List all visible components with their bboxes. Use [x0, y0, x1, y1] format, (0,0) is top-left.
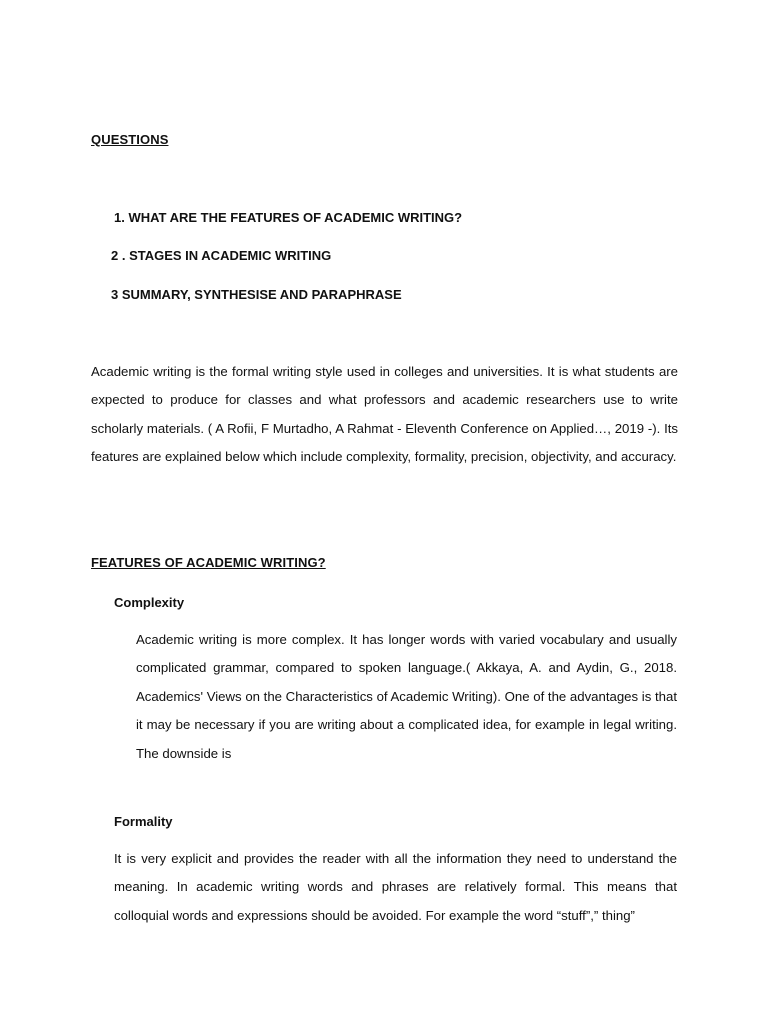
- complexity-paragraph: Academic writing is more complex. It has longer words with varied vocabulary and usually complicated grammar, compared to spoken language.( Akkaya, A. and Aydin, G., 2018. Academics' Views on the Characteristics of Academic Writing). One of the advantages is that it may be necessary if you are writing about a complicated idea, for example in legal writing. The downside is: [136, 632, 677, 761]
- question-item-2: 2 . STAGES IN ACADEMIC WRITING: [111, 248, 332, 263]
- question-item-3: 3 SUMMARY, SYNTHESISE AND PARAPHRASE: [111, 287, 402, 302]
- complexity-subheading: Complexity: [114, 595, 185, 610]
- intro-paragraph: Academic writing is the formal writing style used in colleges and universities. It is what students are expected to produce for classes and what professors and academic researchers use to write scholarly materials. ( A Rofii, F Murtadho, A Rahmat - Eleventh Conference on Applied…, 2019 -). Its features are explained below which include complexity, formality, precision, objectivity, and accuracy.: [91, 364, 678, 465]
- formality-paragraph: It is very explicit and provides the reader with all the information they need to understand the meaning. In academic writing words and phrases are relatively formal. This means that colloquial words and expressions should be avoided. For example the word “stuff”,” thing”: [114, 851, 677, 923]
- features-heading: FEATURES OF ACADEMIC WRITING?: [91, 555, 326, 570]
- questions-heading: QUESTIONS: [91, 132, 169, 147]
- question-item-1: 1. WHAT ARE THE FEATURES OF ACADEMIC WRITING?: [114, 210, 463, 225]
- formality-subheading: Formality: [114, 814, 173, 829]
